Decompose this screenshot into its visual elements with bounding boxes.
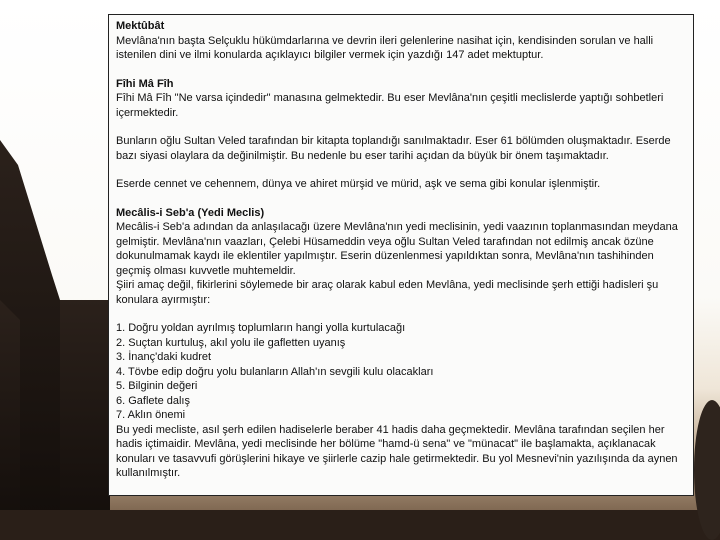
text-panel [108,14,694,496]
fihi-body-3: Eserde cennet ve cehennem, dünya ve ahiret mürşid ve mürid, aşk ve sema gibi konular işlenmiştir. [116,178,601,190]
list-item: 5. Bilginin değeri [116,380,198,392]
list-item: 6. Gaflete dalış [116,394,190,407]
mecalis-body-2: Şiiri amaç değil, fikirlerini söylemede bir araç olarak kabul eden Mevlâna, yedi meclisinde şerh ettiği hadisleri şu konulara ayırmıştır: [116,279,659,306]
mektubat-body: Mevlâna'nın başta Selçuklu hükümdarlarına ve devrin ileri gelenlerine nasihat için, kendisinden sorulan ve halli istenilen dini ve ilmi konularda açıklayıcı bilgiler vermek için yazdığı 147 adet mektuptur. [116,34,654,61]
list-item: 1. Doğru yoldan ayrılmış toplumların hangi yolla kurtulacağı [116,322,406,334]
ground-shadow [0,510,720,540]
list-item: 2. Suçtan kurtuluş, akıl yolu ile gafletten uyanış [116,336,346,349]
dome-silhouette [0,140,110,540]
closing-paragraph: Bu yedi mecliste, asıl şerh edilen hadiselerle beraber 41 hadis daha geçmektedir. Mevlâna tarafından seçilen her hadis içtimaidir. Mevlâna, yedi meclisinde her bölüme "hamd-ü sena" ve "münacat" ile başlamakta, açıklanacak konuları ve tasavvufi görüşlerini hikaye ve şiirlerle cazip hale getirmektedir. Bu yol Mesnevi'nin yazılışında da aynen kullanılmıştır. [116,423,678,479]
mecalis-title: Mecâlis-i Seb'a (Yedi Meclis) [116,206,265,219]
fihi-body-2: Bunların oğlu Sultan Veled tarafından bir kitapta toplandığı sanılmaktadır. Eser 61 bölümden oluşmaktadır. Eserde bazı siyasi olaylara da değinilmiştir. Bu nedenle bu eser tarihi açıdan da büyük bir önem taşımaktadır. [116,135,671,162]
fihi-title: Fîhi Mâ Fîh [116,77,174,90]
list-item: 7. Aklın önemi [116,409,186,421]
list-item: 4. Tövbe edip doğru yolu bulanların Allah'ın sevgili kulu olacakları [116,365,434,378]
list-item: 3. İnanç'daki kudret [116,351,212,363]
fihi-body-1: Fîhi Mâ Fîh "Ne varsa içindedir" manasına gelmektedir. Bu eser Mevlâna'nın çeşitli meclislerde yaptığı sohbetleri içermektedir. [116,92,664,119]
mecalis-body-1: Mecâlis-i Seb'a adından da anlaşılacağı üzere Mevlâna'nın yedi meclisinin, yedi vaazının toplanmasından meydana gelmiştir. Mevlâna'nın vaazları, Çelebi Hüsameddin veya oğlu Sultan Veled tarafından not edilmiş ancak özüne dokunulmamak kaydı ile eklentiler yapılmıştır. Eserin düzenlenmesi yapıldıktan sonra, Mevlâna'nın tashihinden geçmiş olması kuvvetle muhtemeldir. [116,221,678,277]
mektubat-title: Mektûbât [116,20,165,32]
